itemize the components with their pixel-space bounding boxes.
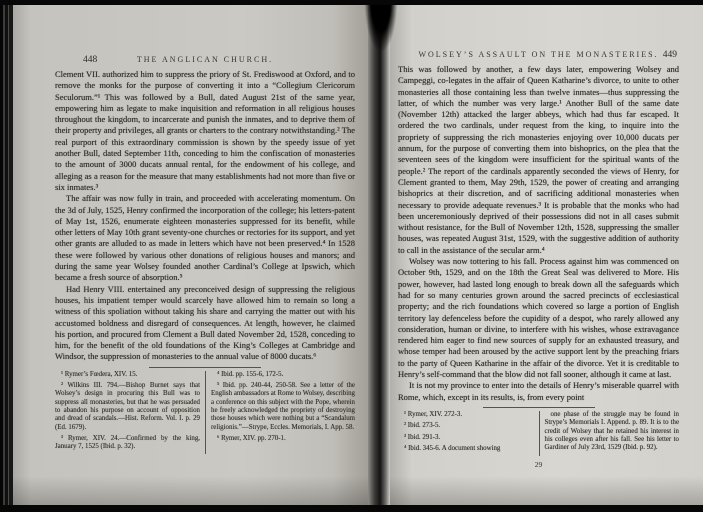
body-paragraph: This was followed by another, a few days later, empowering Wolsey and Campeggi, co-legates in the affair of Queen Katharine’s divorce, to unite to other monasteries all those containing less than twelve inmates—thus suppressing the latter, of which the number was very large.¹ Another Bull of the same date (November 12th) attacked the larger abbeys, which had thus far escaped. It ordered the two cardinals, under request from the king, to inquire into the propriety of suppressing the rich monasteries enjoying over 10,000 ducats per annum, for the purpose of converting them into bishoprics, on the plea that the seventeen sees of the kingdom were insufficient for the spiritual wants of the people.² The report of the cardinals apparently seconded the views of Henry, for Clement granted to them, May 29th, 1529, the power of creating and arranging bishoprics at their discretion, and of sacrificing additional monasteries when necessary to provide adequate revenues.³ It is probable that the monks who had been unceremoniously deprived of their possessions did not in all cases submit without resistance, for the Bull of November 12th, 1528, suppressing the smaller houses, was repeated August 31st, 1529, with the suggestive addition of authority to call in the assistance of the secular arm.⁴ [398,64,679,255]
footnote: ⁴ Ibid. 345-6. A document showing [404,444,501,452]
body-paragraph: Wolsey was now tottering to his fall. Process against him was commenced on October 9th, 1529, and on the 18th the Great Seal was delivered to More. His power, however, had lasted long enough to break down all the safeguards which had for so many centuries grown around the sacred precincts of ecclesiastical property; and the rich foundations which covered so large a portion of English territory lay defenceless before the cupidity of a despot, who rarely allowed any consideration, human or divine, to interfere with his wishes, whose extravagance rendered him eager to find new sources of supply for an exhausted treasury, and whose temper had been aroused by the active support lent by the preaching friars to the party of Queen Katharine in the affair of the divorce. Yet it is creditable to Henry’s self-command that the blow did not fall sooner, although it came at last. [398,256,679,380]
signature-mark: 29 [534,460,543,470]
body-paragraph: The affair was now fully in train, and proceeded with accelerating momentum. On the 3d of July, 1525, Henry confirmed the incorporation of the college; his letters-patent of May 1st, 1526, enumerate eighteen monasteries suppressed for its benefit, while other letters of May 10th grant seventy-one churches or rectories for its support, and yet other grants are alluded to as made in letters which have not been preserved.⁴ In 1528 these were followed by various other donations of religious houses and manors; and during the same year Wolsey founded another Cardinal’s College at Ipswich, which became a fresh source of absorption.⁵ [55,193,355,283]
footnote: ² Ibid. 273-5. [404,422,441,430]
body-paragraph: It is not my province to enter into the details of Henry’s miserable quarrel with Rome, which, except in its results, is, from every point [398,380,679,402]
body-paragraph: Clement VII. authorized him to suppress the priory of St. Frediswood at Oxford, and to remove the monks for the purpose of converting it into a “Collegium Clericorum Seculorum.”¹ This was followed by a Bull, dated August 21st of the same year, empowering him as legate to make inquisition and reformation in all religious houses throughout the kingdom, to incarcerate and punish the inmates, and to deprive them of their property and privileges, all grants or charters to the contrary notwithstanding.² The real purport of this extraordinary commission is shown by the speedy issue of yet another Bull, dated September 11th, conceding to him the confiscation of monasteries to the amount of 3000 ducats annual rental, for the endowment of his college, and alleging as a reason for the measure that many establishments had not more than five or six inmates.³ [55,69,355,192]
right-page [390,0,703,506]
left-body-text [55,69,355,363]
footnote-separator-rule [149,367,261,368]
right-running-header-title: WOLSEY’S ASSAULT ON THE MONASTERIES. [418,50,659,59]
footnote: ⁵ Ibid. pp. 240-44, 250-58. See a letter of the English ambassadors at Rome to Wolsey, describing a conference on this subject with the Pope, wherein he freely acknowledged the propriety of destroying those houses which were nothing but a “Scandalum religionis.”—Strype, Eccles. Memorials, I. App. 58. [211,382,355,431]
footnote: ⁴ Ibid. pp. 155-6, 172-5. [217,370,284,378]
right-footnotes [398,411,679,456]
footnote: ³ Ibid. 291-3. [404,433,441,441]
right-running-header [398,0,679,59]
page-gutter-shadow [368,0,390,512]
left-footnote-column-2 [205,371,355,455]
left-footnote-column-1 [55,371,205,455]
footnote-separator-rule [483,407,595,408]
footnote: ¹ Rymer, XIV. 272-3. [404,410,463,418]
left-footnotes [55,371,355,455]
left-page-number: 448 [83,55,98,65]
body-paragraph: Had Henry VIII. entertained any preconceived design of suppressing the religious houses, his impatient temper would scarcely have allowed him to remain so long a witness of this spoliation without taking his share and carrying the matter out with his accustomed boldness and disregard of consequences. At length, however, he claimed his portion, and procured from Clement a Bull dated November 2d, 1528, conceding to him, for the benefit of the old foundations of the King’s Colleges at Cambridge and Windsor, the suppression of monasteries to the annual value of 8000 ducats.⁶ [55,283,355,362]
right-footnote-column-1 [398,411,539,456]
right-body-text [398,64,679,403]
right-page-number: 449 [662,50,677,60]
right-footnote-column-2 [539,411,680,456]
scan-top-edge [0,0,703,5]
footnote: ² Wilkins III. 794.—Bishop Burnet says that Wolsey’s design in procuring this Bull was to suppress all monasteries, but that he was persuaded to abandon his purpose on account of opposition and dread of scandals.—Hist. Reform. Vol. I. p. 29 (Ed. 1679). [55,382,200,431]
left-running-header [55,5,355,64]
footnote: ³ Rymer, XIV. 24.—Confirmed by the king, January 7, 1525 (Ibid. p. 32). [55,434,200,451]
footnote: one phase of the struggle may be found in Strype’s Memorials I. Append. p. 89. It is to the credit of Wolsey that he retained his interest in his colleges even after his fall. See his letter to Gardiner of July 23rd, 1529 (Ibid. p. 92). [544,410,679,452]
footnote: ⁶ Rymer, XIV. pp. 270-1. [217,434,286,442]
scan-left-edge [0,0,13,512]
scan-bottom-edge [0,505,703,512]
left-page [13,5,368,506]
left-running-header-title: THE ANGLICAN CHURCH. [136,55,274,64]
footnote: ¹ Rymer’s Fœdera, XIV. 15. [61,370,138,378]
